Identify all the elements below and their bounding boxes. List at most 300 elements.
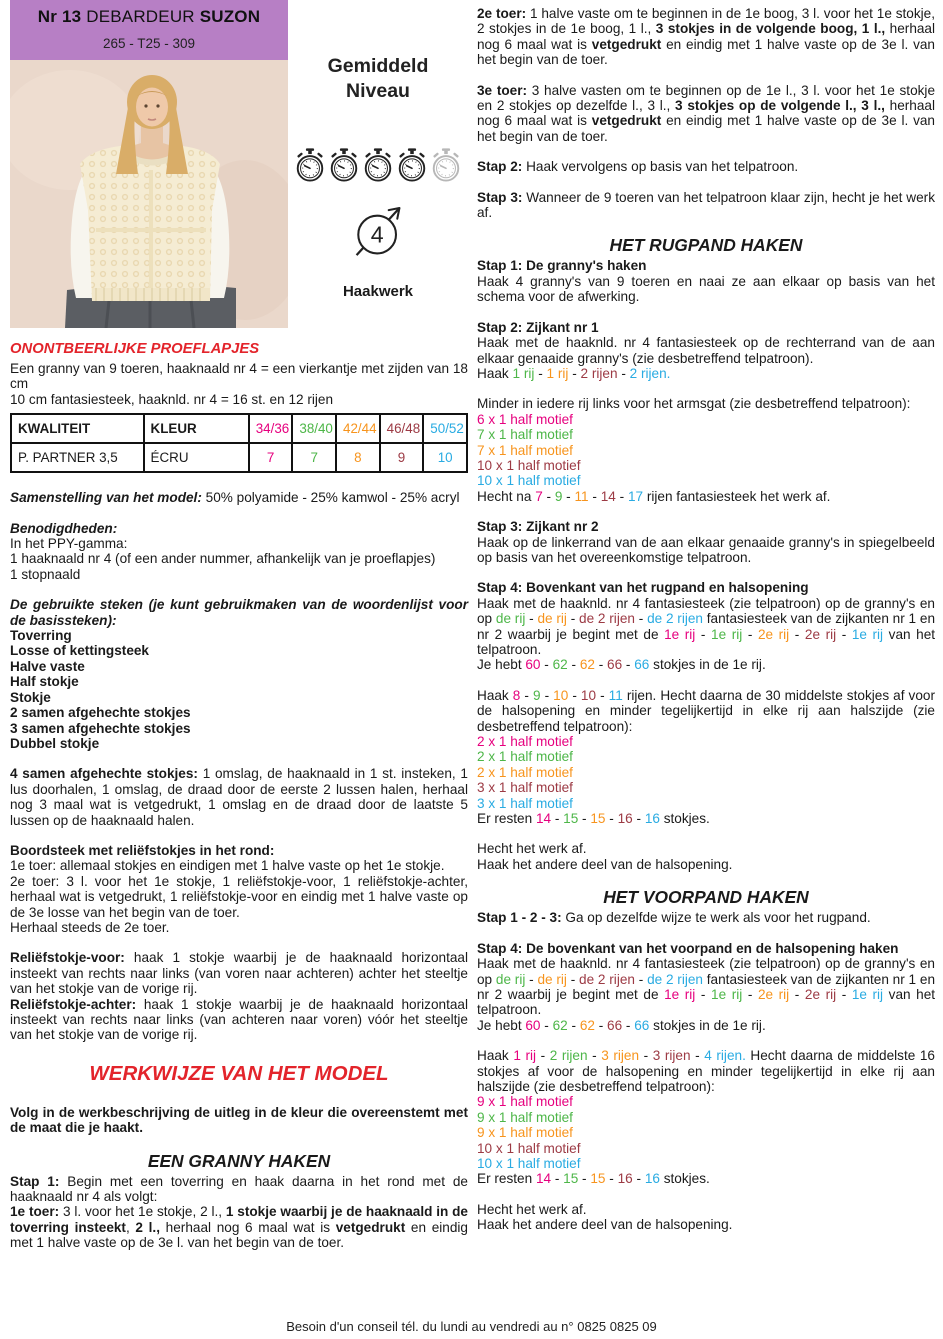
text-segment: - (551, 1171, 564, 1187)
text-segment: 15 (590, 811, 606, 827)
relief-stitches (10, 950, 468, 1042)
table-row (11, 414, 467, 443)
text-segment: Stokje (10, 689, 51, 705)
text-segment: - (695, 986, 712, 1002)
granny-round3 (477, 83, 935, 145)
text-segment: 14 (600, 488, 616, 504)
text-segment: HET RUGPAND HAKEN (609, 235, 803, 256)
text-segment: 2e toer: 3 l. voor het 1e stokje, 1 reliëfstokje-voor, 1 reliëfstokje-achter, herhaal wat is vetgedrukt, 1 reliëfstokje-voor en eindig met 1 halve vaste op de 3e losse van het begin van de toer. (10, 873, 468, 920)
text-segment: Er resten (477, 811, 536, 827)
text-segment: 10 cm fantasiesteek, haaknld. nr 4 = 16 st. en 12 rijen (10, 391, 334, 407)
text-segment: - (578, 1171, 591, 1187)
text-segment: Stap 3: Zijkant nr 2 (477, 519, 599, 535)
text-segment: 3 x 1 half motief (477, 780, 573, 796)
paragraph-gap (477, 220, 935, 235)
text-segment: 2e rij (757, 626, 790, 642)
text-segment: DEBARDEUR (86, 7, 200, 26)
text-segment: 2 samen afgehechte stokjes (10, 705, 191, 721)
text-segment: 2e rij (804, 626, 837, 642)
text-segment: - (588, 488, 601, 504)
text-segment: Haak vervolgens op basis van het telpatroon. (526, 159, 799, 175)
method-heading (10, 1062, 468, 1086)
text-segment: 62 (552, 1017, 568, 1033)
paragraph-gap (10, 506, 468, 521)
dc4tog-definition (10, 766, 468, 828)
text-segment: de 2 rijen (647, 971, 703, 987)
text-segment: 11 (608, 687, 623, 703)
text-segment: - (568, 687, 581, 703)
text-segment: 7 x 1 half motief (477, 442, 573, 458)
paragraph-gap (10, 582, 468, 597)
text-segment: 1 omslag, de haaknaald in 1 st. insteken, 1 lus doorhalen, 1 omslag, de draad door de eerste 2 lussen halen, herhaal nog 3 maal wat is vetgedrukt, 1 omslag en de draad door de laatste 5 lussen op de haaknaald halen. (10, 766, 468, 828)
text-segment: EEN GRANNY HAKEN (147, 1150, 331, 1171)
text-segment: - (568, 365, 581, 381)
text-segment: 3 rijen (601, 1048, 640, 1064)
text-segment: de 2 rijen (579, 611, 635, 627)
paragraph-gap (477, 175, 935, 190)
text-segment: 2 rijen (549, 1048, 588, 1064)
text-segment: haak 1 stokje waarbij je de haaknaald horizontaal insteekt van rechts naar links (van voren naar achteren) achter het steeltje van het stokje van de vorige rij. (10, 950, 469, 997)
text-segment: - (594, 1017, 608, 1033)
text-segment: de 2 rijen (647, 611, 703, 627)
text-segment: Haak het andere deel van de halsopening. (477, 856, 733, 872)
text-segment: - (520, 687, 533, 703)
front-heading (477, 887, 935, 908)
text-segment: 9 x 1 half motief (477, 1125, 573, 1141)
text-segment: 1e toer: (10, 1204, 63, 1220)
text-segment: - (789, 626, 805, 642)
text-segment: 3 halve vasten om te beginnen op de 1e l., 3 l. voor het 1e stokje en 2 stokjes op dezelfde l., 3 l., (477, 82, 936, 114)
text-segment: De gebruikte steken (je kunt gebruikmaken van de woordenlijst voor de basissteken): (10, 597, 468, 628)
text-segment: Losse of kettingsteek (10, 643, 149, 659)
text-segment: 6 x 1 half motief (477, 411, 573, 427)
text-segment: - (622, 657, 635, 673)
text-segment: 9 x 1 half motief (477, 1094, 573, 1110)
text-segment: Haak met de haaknld. nr 4 fantasiesteek op de rechterrand van de aan elkaar genaaide granny's (zie desbetreffend telpatroon). (477, 335, 935, 366)
text-segment: , (125, 1219, 136, 1235)
text-segment: - (632, 811, 645, 827)
text-segment: Haak (477, 1048, 514, 1064)
text-segment: 3 l. voor het 1e stokje, 2 l., (63, 1204, 226, 1220)
paragraph-gap (477, 826, 935, 841)
text-segment: 16 (617, 1171, 633, 1187)
text-segment: SUZON (199, 7, 261, 26)
text-segment: - (742, 626, 758, 642)
text-segment: 2 rijen. (629, 365, 671, 381)
text-segment: 7 (535, 488, 543, 504)
text-segment: rijen. Hecht daarna de 30 middelste stokjes af voor de halsopening en minder tegelijkertijd in elke rij aan halszijde (zie desbetreffend telpatroon): (477, 687, 935, 734)
paragraph-gap (477, 305, 935, 320)
text-segment: Nr 13 (37, 7, 87, 26)
text-segment: 15 (563, 811, 579, 827)
text-segment: HET VOORPAND HAKEN (603, 887, 809, 908)
text-segment: fantasiesteek van de zijkanten nr 1 en nr 2 waarbij je begint met de (477, 611, 936, 642)
text-segment: stokjes in de 1e rij. (649, 657, 766, 673)
left-text-blocks (10, 341, 468, 1251)
text-segment: herhaal nog 6 maal wat is (160, 1219, 336, 1235)
text-segment: - (632, 1171, 645, 1187)
paragraph-gap (10, 1090, 468, 1105)
text-segment: vetgedrukt (591, 36, 662, 52)
text-segment: Stap 1: (10, 1173, 68, 1189)
text-segment: 60 (525, 657, 541, 673)
pattern-header (10, 0, 468, 328)
pattern-reference: 265 - T25 - 309 (102, 36, 196, 51)
text-segment: Halve vaste (10, 658, 85, 674)
text-segment: de rij (495, 611, 526, 627)
text-segment: 2 x 1 half motief (477, 764, 573, 780)
text-segment: - (695, 626, 712, 642)
text-segment: 2 x 1 half motief (477, 749, 573, 765)
paragraph-gap (10, 475, 468, 490)
text-segment: Een granny van 9 toeren, haaknaald nr 4 = een vierkantje met zijden van 18 cm (10, 361, 468, 392)
back-step4 (477, 580, 935, 672)
text-segment: stokjes. (659, 1171, 710, 1187)
materials-table (10, 413, 468, 473)
text-segment: Half stokje (10, 674, 79, 690)
text-segment: 1 halve vaste om te beginnen in de 1e boog, 3 l. voor het 1e stokje, 2 stokjes in de 1e boog, 1 l., (477, 6, 935, 37)
table-header-cell: 38/40 (292, 414, 336, 443)
text-segment: Stap 1: De granny's haken (477, 258, 647, 274)
text-segment: 10 (580, 687, 597, 703)
text-segment: rijen fantasiesteek het werk af. (643, 488, 831, 504)
text-segment: Samenstelling van het model: (10, 490, 206, 506)
text-segment: WERKWIJZE VAN HET MODEL (89, 1061, 389, 1085)
text-segment: de rij (495, 971, 526, 987)
table-cell: 9 (380, 443, 424, 472)
stopwatch-icon (295, 148, 325, 182)
level-label (288, 54, 468, 104)
paragraph-gap (10, 828, 468, 843)
text-segment: 2 rijen (580, 365, 618, 381)
text-segment: ONONTBEERLIJKE PROEFLAPJES (10, 341, 260, 357)
table-cell: 8 (336, 443, 380, 472)
table-cell: 10 (423, 443, 467, 472)
text-segment: - (789, 986, 805, 1002)
text-segment: Haak 4 granny's van 9 toeren en naai ze aan elkaar op basis van het schema voor de afwerking. (477, 273, 935, 305)
text-segment: de rij (537, 611, 567, 627)
back-finish (477, 841, 935, 872)
text-segment: 10 (553, 687, 569, 703)
text-segment: - (562, 488, 575, 504)
text-segment: 10 x 1 half motief (477, 1155, 581, 1171)
photo-column (10, 0, 288, 328)
text-segment: - (551, 811, 564, 827)
granny-round2 (477, 6, 935, 68)
color-size-note (10, 1105, 468, 1136)
paragraph-gap (477, 926, 935, 941)
text-segment: Begin met een toverring en haak daarna in het rond met de haaknaald nr 4 als volgt: (10, 1173, 468, 1205)
text-segment: en eindig met 1 halve vaste op de 3e l. van het begin van de toer. (10, 1219, 468, 1251)
text-segment: - (540, 657, 553, 673)
text-segment: Stap 4: Bovenkant van het rugpand en halsopening (477, 580, 809, 596)
text-segment: - (594, 657, 608, 673)
text-segment: Minder in iedere rij links voor het armsgat (zie desbetreffend telpatroon): (477, 396, 911, 412)
info-panel (288, 0, 468, 328)
text-segment: Boordsteek met reliëfstokjes in het rond: (10, 842, 275, 858)
paragraph-gap (477, 504, 935, 519)
craft-label: Haakwerk (342, 283, 414, 300)
text-segment: 2 x 1 half motief (477, 734, 573, 750)
text-segment: - (639, 1048, 653, 1064)
difficulty-meter (288, 148, 468, 182)
text-segment: 14 (535, 811, 552, 827)
text-segment: - (567, 657, 580, 673)
text-segment: Je hebt (477, 1017, 526, 1033)
text-segment: 1e rij (851, 986, 884, 1002)
text-segment: de 2 rijen (579, 971, 635, 987)
text-segment: Volg in de werkbeschrijving de uitleg in de kleur die overeenstemt met de maat die je haakt. (10, 1104, 468, 1136)
text-segment: 16 (644, 811, 660, 827)
granny-heading (10, 1151, 468, 1172)
text-segment: van het telpatroon. (477, 626, 936, 657)
text-segment: 10 x 1 half motief (477, 473, 581, 489)
text-segment: - (615, 488, 628, 504)
table-cell: P. PARTNER 3,5 (11, 443, 144, 472)
text-segment: vetgedrukt (335, 1219, 406, 1235)
text-segment: Hecht het werk af. (477, 841, 587, 857)
right-column (477, 0, 935, 1233)
paragraph-gap (477, 673, 935, 688)
level-line2: Niveau (346, 80, 410, 102)
text-segment: 1e toer: allemaal stokjes en eindigen met 1 halve vaste op het 1e stokje. (10, 858, 445, 874)
stopwatch-icon-empty (431, 148, 461, 182)
back-step1 (477, 258, 935, 304)
text-segment: Je hebt (477, 657, 526, 673)
gauge-heading (10, 341, 468, 358)
granny-step2 (477, 159, 935, 174)
back-armhole (477, 396, 935, 504)
text-segment: Stap 3: (477, 189, 527, 205)
text-segment: - (566, 971, 580, 987)
stitches-used (10, 597, 468, 751)
text-segment: Haak het andere deel van de halsopening. (477, 1217, 733, 1233)
text-segment: 66 (634, 1017, 650, 1033)
text-segment: 66 (634, 657, 650, 673)
text-segment: Stap 1 - 2 - 3: (477, 910, 566, 926)
text-segment: 16 (617, 811, 633, 827)
text-segment: - (690, 1048, 705, 1064)
text-segment: Reliëfstokje-achter: (10, 996, 144, 1012)
text-segment: - (605, 811, 618, 827)
paragraph-gap (10, 751, 468, 766)
text-segment: - (634, 611, 648, 627)
text-segment: - (742, 986, 758, 1002)
text-segment: Stap 2: Zijkant nr 1 (477, 319, 599, 335)
text-segment: stokjes. (659, 811, 710, 827)
text-segment: Haak met de haaknld. nr 4 fantasiesteek (zie telpatroon) op de granny's en op (477, 595, 935, 627)
text-segment: Benodigdheden: (10, 520, 118, 536)
granny-step3 (477, 190, 935, 221)
text-segment: In het PPY-gamma: (10, 536, 128, 552)
left-column (10, 0, 468, 1251)
text-segment: fantasiesteek van de zijkanten nr 1 en nr 2 waarbij je begint met de (477, 971, 936, 1002)
paragraph-gap (477, 68, 935, 83)
title-banner (10, 0, 288, 60)
front-finish (477, 1202, 935, 1233)
text-segment: 3 x 1 half motief (477, 795, 573, 811)
stopwatch-icon (329, 148, 359, 182)
text-segment: 3 stokjes in de volgende boog, 1 l., (655, 21, 886, 37)
text-segment: 60 (525, 1017, 541, 1033)
text-segment: en eindig met 1 halve vaste op de 3e l. van het begin van de toer. (477, 113, 935, 144)
text-segment: 1e rij (711, 986, 743, 1002)
text-segment: 62 (579, 657, 595, 673)
table-cell: 7 (249, 443, 293, 472)
text-segment: - (540, 1017, 553, 1033)
text-segment: 10 x 1 half motief (477, 1140, 581, 1156)
text-segment: 11 (574, 488, 589, 504)
hook-size-badge (288, 202, 468, 267)
back-neck (477, 688, 935, 827)
table-header-cell: KLEUR (144, 414, 249, 443)
text-segment: 1 stokje waarbij je de haaknaald in de toverring insteekt (10, 1204, 468, 1235)
text-segment: - (605, 1171, 618, 1187)
text-segment: 10 x 1 half motief (477, 457, 581, 473)
text-segment: 3 stokjes op de volgende l., 3 l., (675, 98, 885, 114)
text-segment: - (622, 1017, 635, 1033)
table-header-cell: 50/52 (423, 414, 467, 443)
table-header-cell: 46/48 (380, 414, 424, 443)
text-segment: herhaal nog 6 maal wat is (477, 21, 936, 52)
rib-stitch (10, 843, 468, 935)
text-segment: vetgedrukt (591, 113, 662, 129)
text-segment: - (525, 971, 538, 987)
table-header-cell: 34/36 (249, 414, 293, 443)
paragraph-gap (10, 1136, 468, 1151)
text-segment: 1 haaknaald nr 4 (of een ander nummer, afhankelijk van je proeflapjes) (10, 551, 436, 567)
text-segment: Hecht daarna de middelste 16 stokjes af voor de halsopening en minder tegelijkertijd in elke rij aan halszijde (zie desbetreffend telpatroon): (477, 1048, 935, 1094)
text-segment: 9 (532, 687, 541, 703)
paragraph-gap (477, 1033, 935, 1048)
paragraph-gap (477, 565, 935, 580)
text-segment: Dubbel stokje (10, 735, 100, 751)
text-segment: Wanneer de 9 toeren van het telpatroon klaar zijn, hecht je het werk af. (477, 189, 935, 221)
text-segment: Hecht het werk af. (477, 1201, 587, 1217)
text-segment: 4 samen afgehechte stokjes: (10, 766, 203, 782)
text-segment: 2e rij (757, 986, 790, 1002)
text-segment: - (536, 1048, 550, 1064)
level-line1: Gemiddeld (327, 55, 429, 77)
text-segment: en eindig met 1 halve vaste op de 3e l. van het begin van de toer. (477, 36, 935, 68)
text-segment: - (596, 687, 609, 703)
text-segment: 15 (590, 1171, 606, 1187)
text-segment: 1 rij (512, 365, 535, 381)
back-step2 (477, 320, 935, 382)
text-segment: 9 (554, 488, 563, 504)
composition (10, 490, 468, 505)
text-segment: 50% polyamide - 25% kamwol - 25% acryl (205, 490, 460, 506)
text-segment: 2e toer: (477, 6, 530, 21)
text-segment: 2 l., (135, 1219, 160, 1235)
pattern-title (10, 7, 288, 27)
text-segment: van het telpatroon. (477, 986, 936, 1018)
paragraph-gap (477, 1187, 935, 1202)
text-segment: - (534, 365, 547, 381)
text-segment: Haak met de haaknld. nr 4 fantasiesteek (zie telpatroon) op de granny's en op (477, 956, 935, 987)
hook-size-number: 4 (370, 221, 384, 248)
table-header-cell: 42/44 (336, 414, 380, 443)
front-step4 (477, 941, 935, 1033)
text-segment: Toverring (10, 628, 72, 644)
gauge-text (10, 361, 468, 407)
text-segment: Haak (477, 687, 513, 703)
text-segment: de rij (537, 971, 567, 987)
text-segment: 3 samen afgehechte stokjes (10, 720, 191, 736)
text-segment: Haak (477, 365, 513, 381)
text-segment: 8 (512, 687, 521, 703)
text-segment: 16 (644, 1171, 660, 1187)
text-segment: 66 (607, 657, 623, 673)
text-segment: - (525, 611, 538, 627)
footer-helpline: Besoin d'un conseil tél. du lundi au vendredi au n° 0825 0825 09 (286, 1319, 657, 1334)
text-segment: haak 1 stokje waarbij je de haaknaald horizontaal insteekt van rechts naar links (van achteren naar voren) vóór het steeltje van het stokje van de vorige rij. (10, 996, 468, 1043)
text-segment: - (540, 687, 554, 703)
paragraph-gap (477, 872, 935, 887)
text-segment: - (634, 971, 648, 987)
text-segment: Er resten (477, 1171, 536, 1187)
front-steps123 (477, 910, 935, 925)
stopwatch-icon (363, 148, 393, 182)
table-cell: ÉCRU (144, 443, 249, 472)
table-header-cell: KWALITEIT (11, 414, 144, 443)
text-segment: Stap 2: (477, 159, 527, 175)
text-segment: Ga op dezelfde wijze te werk als voor het rugpand. (565, 910, 871, 926)
text-segment: stokjes in de 1e rij. (649, 1017, 766, 1033)
text-segment: Stap 4: De bovenkant van het voorpand en de halsopening haken (477, 940, 899, 956)
text-segment: 1 rij (546, 365, 569, 381)
text-segment: 17 (627, 488, 644, 504)
text-segment: - (836, 986, 852, 1002)
text-segment: 7 x 1 half motief (477, 427, 573, 443)
text-segment: 4 rijen. (704, 1048, 746, 1064)
paragraph-gap (477, 144, 935, 159)
text-segment: Hecht na (477, 488, 536, 504)
stopwatch-icon (397, 148, 427, 182)
text-segment: Herhaal steeds de 2e toer. (10, 919, 170, 935)
paragraph-gap (10, 1043, 468, 1058)
paragraph-gap (10, 935, 468, 950)
text-segment: 1e rij (851, 626, 884, 642)
text-segment: 62 (579, 1017, 595, 1033)
text-segment: Haak op de linkerrand van de aan elkaar genaaide granny's in spiegelbeeld op basis van het overeenkomstige telpatroon. (477, 534, 935, 565)
back-step3 (477, 519, 935, 565)
text-segment: - (566, 611, 580, 627)
text-segment: - (578, 811, 591, 827)
granny-step1 (10, 1174, 468, 1251)
text-segment: - (836, 626, 852, 642)
text-segment: 1e rij (664, 986, 696, 1002)
table-row (11, 443, 467, 472)
text-segment: 2e rij (804, 986, 837, 1002)
text-segment: 62 (552, 657, 568, 673)
text-segment: - (617, 365, 630, 381)
text-segment: 1e rij (664, 626, 696, 642)
text-segment: herhaal nog 6 maal wat is (477, 98, 935, 129)
text-segment: 15 (563, 1171, 579, 1187)
text-segment: 66 (607, 1017, 623, 1033)
front-neck (477, 1048, 935, 1187)
paragraph-gap (477, 381, 935, 396)
crochet-hook-icon (348, 202, 408, 262)
table-cell: 7 (292, 443, 336, 472)
right-text-blocks (477, 6, 935, 1233)
text-segment: 3 rijen (652, 1048, 691, 1064)
text-segment: 9 x 1 half motief (477, 1109, 573, 1125)
text-segment: Reliëfstokje-voor: (10, 950, 134, 966)
text-segment: 1 stopnaald (10, 566, 81, 582)
text-segment: - (542, 488, 555, 504)
